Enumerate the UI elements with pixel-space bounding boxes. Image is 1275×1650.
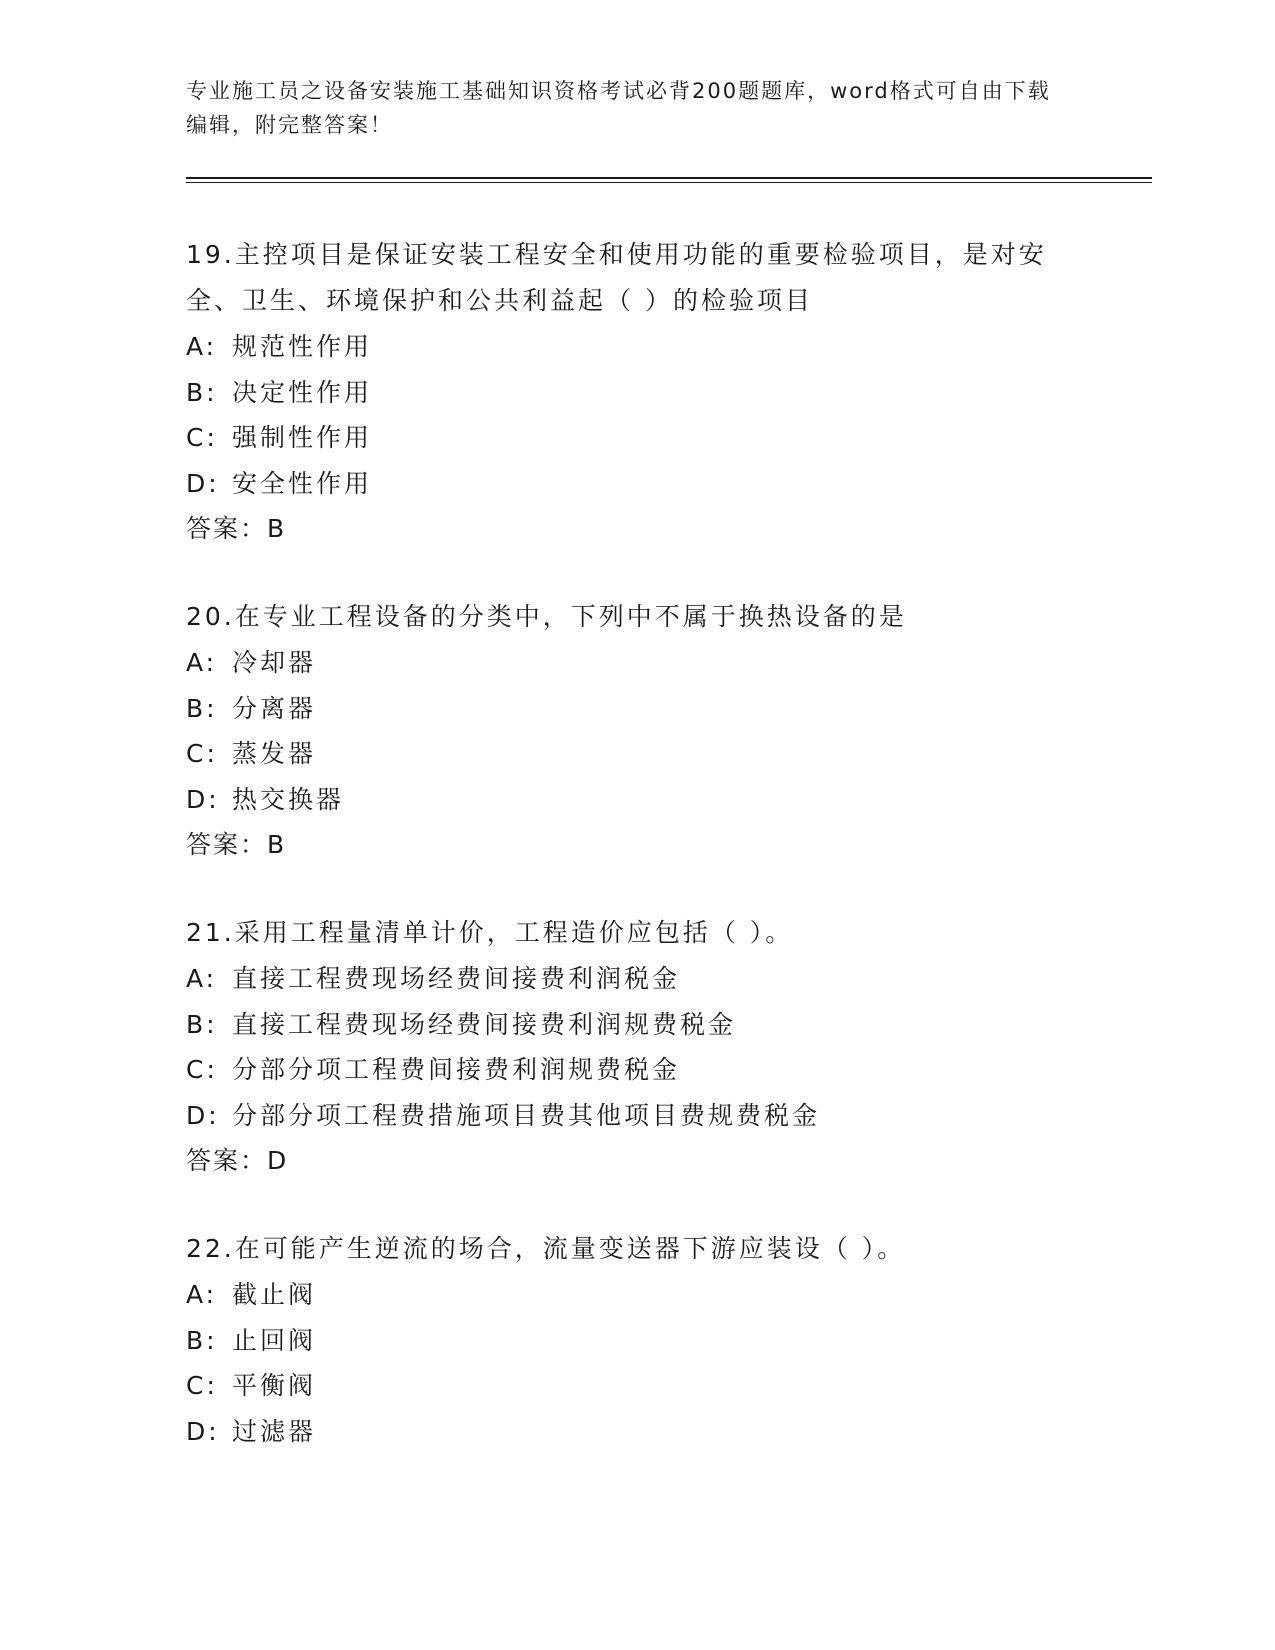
question-stem: 21.采用工程量清单计价，工程造价应包括（ ）。: [186, 918, 794, 947]
answer-line: 答案：B: [186, 830, 287, 859]
option-key: A:: [186, 964, 218, 993]
question-list: [186, 232, 1086, 1496]
option-text: 止回阀: [232, 1325, 317, 1355]
option-key: D:: [186, 1100, 220, 1130]
option-text: 分部分项工程费间接费利润规费税金: [232, 1055, 681, 1084]
option-b: [186, 686, 1086, 732]
option-text: 平衡阀: [232, 1371, 317, 1400]
question-stem: 19.主控项目是保证安装工程安全和使用功能的重要检验项目，是对安全、卫生、环境保护和公共利益起（ ）的检验项目: [186, 240, 1047, 315]
option-key: D:: [186, 1416, 220, 1446]
option-key: D:: [186, 468, 220, 498]
option-b: [186, 1318, 1086, 1364]
option-text: 强制性作用: [232, 423, 373, 452]
header-divider-thin: [186, 182, 1152, 183]
option-b: [186, 1002, 1086, 1048]
option-key: A:: [186, 648, 218, 677]
option-key: A:: [186, 332, 218, 361]
option-text: 过滤器: [232, 1416, 317, 1446]
option-d: [186, 461, 1086, 507]
answer-line: 答案：D: [186, 1146, 289, 1175]
option-text: 分部分项工程费措施项目费其他项目费规费税金: [232, 1100, 821, 1130]
question-stem: 22.在可能产生逆流的场合，流量变送器下游应装设（ ）。: [186, 1234, 906, 1263]
option-d: [186, 1409, 1086, 1455]
option-b: [186, 370, 1086, 416]
option-a: [186, 1272, 1086, 1318]
option-key: B:: [186, 1009, 218, 1039]
option-key: C:: [186, 1371, 218, 1400]
option-key: C:: [186, 423, 218, 452]
option-c: [186, 1363, 1086, 1409]
option-a: [186, 640, 1086, 686]
document-header: 专业施工员之设备安装施工基础知识资格考试必背200题题库，word格式可自由下载编辑，附完整答案！: [186, 79, 1051, 137]
option-c: [186, 415, 1086, 461]
option-a: [186, 324, 1086, 370]
option-text: 截止阀: [232, 1280, 317, 1309]
option-text: 决定性作用: [232, 377, 373, 407]
option-text: 冷却器: [232, 648, 317, 677]
option-key: D:: [186, 784, 220, 814]
option-key: C:: [186, 739, 218, 768]
option-text: 直接工程费现场经费间接费利润规费税金: [232, 1009, 737, 1039]
option-text: 直接工程费现场经费间接费利润税金: [232, 964, 681, 993]
question-22: [186, 1226, 1086, 1454]
option-key: B:: [186, 377, 218, 407]
option-text: 热交换器: [232, 784, 345, 814]
question-21: [186, 910, 1086, 1184]
option-key: A:: [186, 1280, 218, 1309]
option-c: [186, 731, 1086, 777]
option-text: 安全性作用: [232, 468, 373, 498]
option-d: [186, 1093, 1086, 1139]
option-c: [186, 1047, 1086, 1093]
option-a: [186, 956, 1086, 1002]
question-stem: 20.在专业工程设备的分类中，下列中不属于换热设备的是: [186, 602, 907, 631]
option-key: C:: [186, 1055, 218, 1084]
option-key: B:: [186, 1325, 218, 1355]
option-text: 规范性作用: [232, 332, 373, 361]
option-text: 分离器: [232, 693, 317, 723]
option-key: B:: [186, 693, 218, 723]
option-d: [186, 777, 1086, 823]
question-19: [186, 232, 1086, 552]
answer-line: 答案：B: [186, 514, 287, 543]
header-divider-thick: [186, 177, 1152, 179]
option-text: 蒸发器: [232, 739, 317, 768]
question-20: [186, 594, 1086, 868]
